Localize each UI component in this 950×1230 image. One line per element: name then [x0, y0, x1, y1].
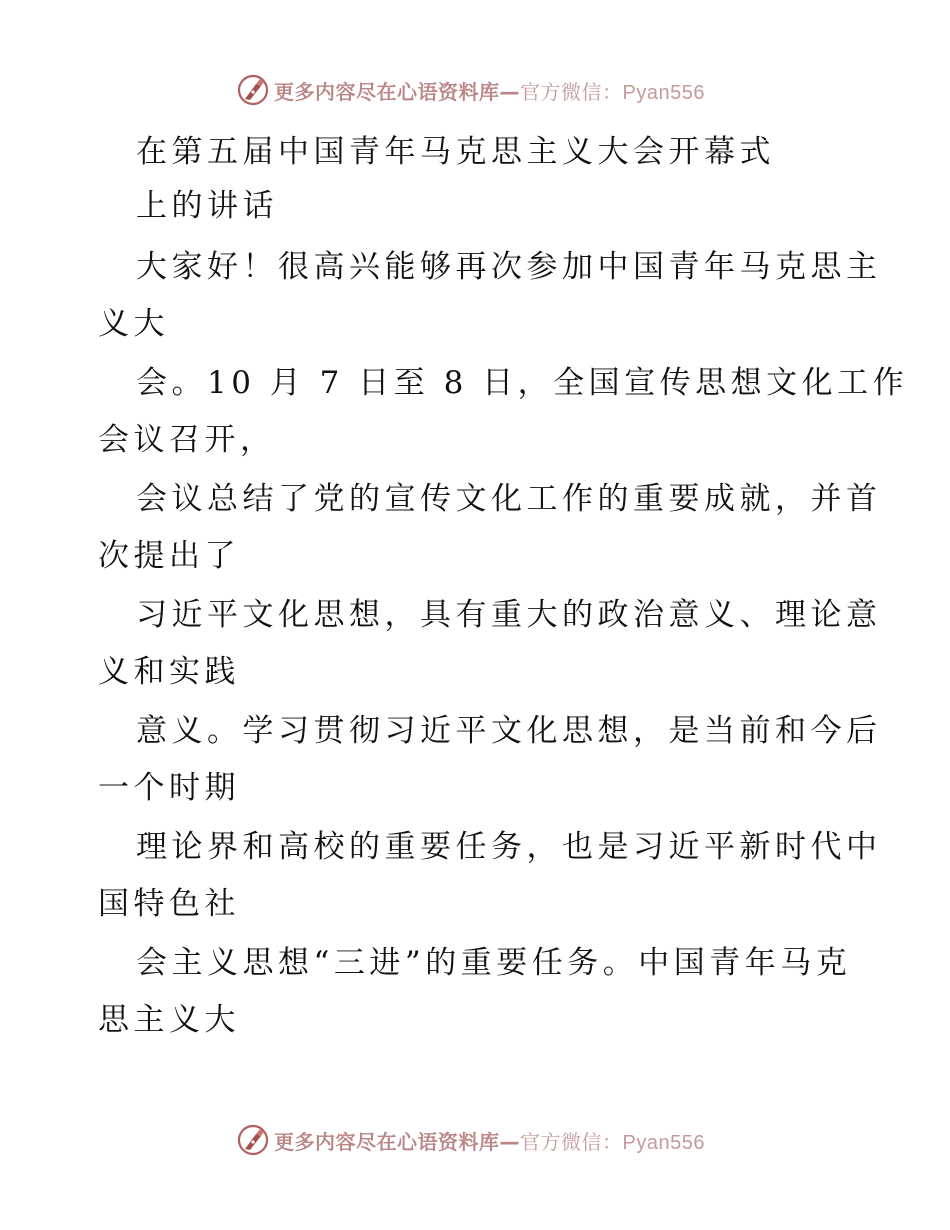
- paragraph-line: 大家好！很高兴能够再次参加中国青年马克思主: [136, 249, 882, 285]
- paragraph-line: 会议召开，: [98, 422, 276, 458]
- document-title-line-2: 上的讲话: [136, 188, 278, 224]
- paragraph-line: 次提出了: [98, 538, 240, 574]
- watermark-contact: 官方微信：Pyan556: [520, 81, 705, 104]
- paragraph-line: 会主义思想“三进”的重要任务。中国青年马克: [136, 945, 852, 981]
- paragraph-line: 习近平文化思想，具有重大的政治意义、理论意: [136, 597, 882, 633]
- pen-nib-logo-icon: [236, 73, 270, 107]
- paragraph-line: 义大: [98, 306, 169, 342]
- watermark-contact: 官方微信：Pyan556: [520, 1131, 705, 1154]
- paragraph-line: 思主义大: [98, 1002, 240, 1038]
- paragraph-line: 一个时期: [98, 770, 240, 806]
- watermark-text: 更多内容尽在心语资料库—: [274, 1129, 520, 1154]
- paragraph-line: 理论界和高校的重要任务，也是习近平新时代中: [136, 829, 882, 865]
- header-watermark: [236, 72, 705, 108]
- paragraph-line: 意义。学习贯彻习近平文化思想，是当前和今后: [136, 713, 882, 749]
- paragraph-line: 国特色社: [98, 886, 240, 922]
- paragraph-line: 义和实践: [98, 654, 240, 690]
- footer-watermark: [236, 1122, 705, 1158]
- watermark-text: 更多内容尽在心语资料库—: [274, 79, 520, 104]
- pen-nib-logo-icon: [236, 1123, 270, 1157]
- paragraph-line: 会。10 月 7 日至 8 日，全国宣传思想文化工作: [136, 365, 909, 401]
- document-title-line-1: 在第五届中国青年马克思主义大会开幕式: [136, 134, 775, 170]
- paragraph-line: 会议总结了党的宣传文化工作的重要成就，并首: [136, 481, 882, 517]
